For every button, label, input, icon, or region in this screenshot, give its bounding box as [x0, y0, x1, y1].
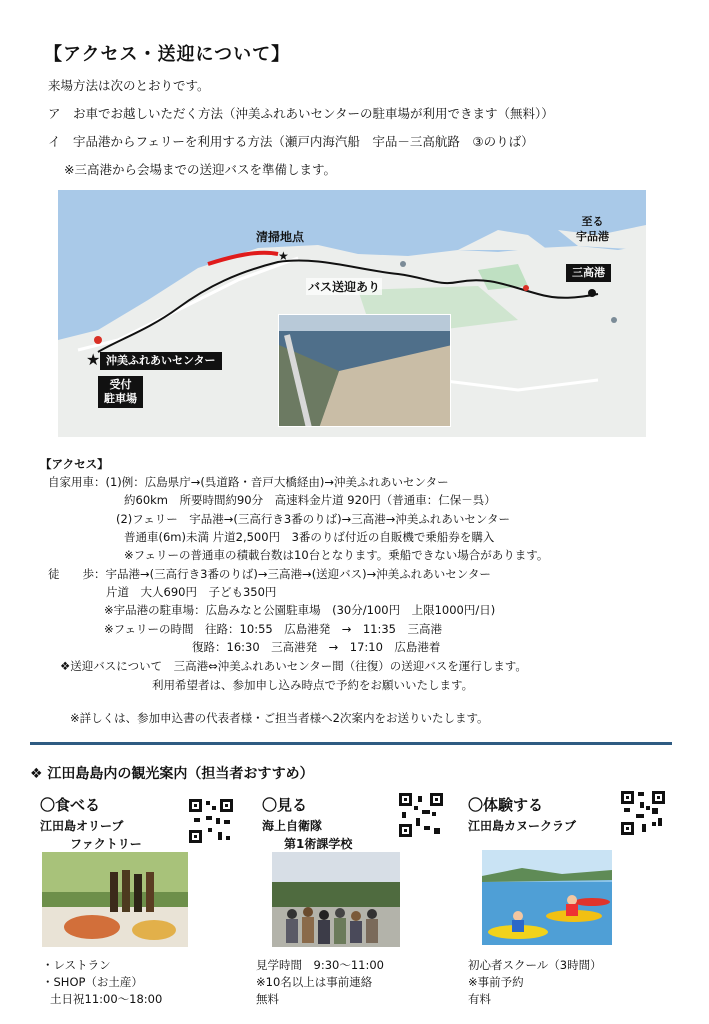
access-line: 利用希望者は、参加申し込み時点で予約をお願いいたします。 — [152, 678, 474, 692]
access-line: 徒 歩：宇品港→(三高行き3番のりば)→三高港→(送迎バス)→沖美ふれあいセンター — [48, 567, 491, 581]
option-i-text: イ 宇品港からフェリーを利用する方法（瀬戸内海汽船 宇品－三高航路 ③のりば） — [48, 134, 534, 149]
access-line: 約60km 所要時間約90分 高速料金片道 920円（普通車：仁保－呉） — [124, 493, 496, 507]
spot-desc: 無料 — [256, 992, 279, 1006]
access-line: ※フェリーの普通車の積載台数は10台となります。乗船できない場合があります。 — [124, 548, 549, 562]
access-line: 片道 大人690円 子ども350円 — [106, 585, 277, 599]
bus-label: バス送迎あり — [308, 280, 381, 294]
access-line: ※詳しくは、参加申込書の代表者様・ご担当者様へ2次案内をお送りいたします。 — [70, 711, 489, 725]
shuttle-note: ※三高港から会場までの送迎バスを準備します。 — [64, 162, 336, 177]
jmsdf-school-photo — [272, 852, 400, 947]
tourism-title: ❖ 江田島島内の観光案内（担当者おすすめ） — [30, 766, 314, 782]
place-marker-icon — [523, 285, 529, 291]
port-dot-icon — [588, 289, 596, 297]
access-line: (2)フェリー 宇品港→(三高行き3番のりば)→三高港→沖美ふれあいセンター — [116, 512, 510, 526]
intro-text: 来場方法は次のとおりです。 — [48, 78, 210, 93]
center-star-icon: ★ — [86, 350, 101, 369]
spot-desc: 有料 — [468, 992, 491, 1006]
beach-photo-graphic — [279, 315, 451, 427]
qr-code-icon[interactable] — [398, 792, 444, 838]
spot-desc: ※10名以上は事前連絡 — [256, 975, 373, 989]
spot-desc: ※事前予約 — [468, 975, 524, 989]
destination-label: 至る 宇品港 — [576, 215, 609, 243]
place-marker-icon — [611, 317, 617, 323]
category-eat: 〇食べる — [40, 796, 101, 814]
page-title: 【アクセス・送迎について】 — [44, 44, 291, 65]
spot-name: ファクトリー — [70, 837, 142, 851]
cleanup-label: 清掃地点 — [256, 230, 305, 244]
access-line: ※フェリーの時間 往路：10:55 広島港発 → 11:35 三高港 — [104, 622, 442, 636]
olive-factory-photo — [42, 852, 188, 947]
access-line: ❖送迎バスについて 三高港⇔沖美ふれあいセンター間（往復）の送迎バスを運行します。 — [60, 659, 527, 673]
category-experience: 〇体験する — [468, 796, 544, 814]
qr-code-icon[interactable] — [620, 790, 666, 836]
canoe-club-photo — [482, 850, 612, 945]
spot-name: 海上自衛隊 — [262, 819, 323, 833]
section-divider — [30, 742, 672, 745]
qr-code-icon[interactable] — [188, 798, 234, 844]
parking-label: 受付 駐車場 — [98, 376, 143, 408]
access-line: 普通車(6m)未満 片道2,500円 3番のりば付近の自販機で乗船券を購入 — [124, 530, 495, 544]
spot-desc: 見学時間 9:30～11:00 — [256, 958, 384, 972]
access-heading: 【アクセス】 — [40, 457, 109, 471]
place-marker-icon — [400, 261, 406, 267]
spot-desc: ・レストラン — [42, 958, 111, 972]
port-label: 三高港 — [566, 264, 611, 282]
access-line: 復路：16:30 三高港発 → 17:10 広島港着 — [192, 640, 441, 654]
spot-desc: 初心者スクール（3時間） — [468, 958, 602, 972]
cleanup-star-icon: ★ — [278, 249, 289, 263]
spot-name: 江田島カヌークラブ — [468, 819, 577, 833]
category-see: 〇見る — [262, 796, 308, 814]
option-a-text: ア お車でお越しいただく方法（沖美ふれあいセンターの駐車場が利用できます（無料）） — [48, 106, 554, 121]
spot-name: 第1術課学校 — [284, 837, 353, 851]
center-label: 沖美ふれあいセンター — [100, 352, 222, 370]
spot-desc: 土日祝11:00～18:00 — [50, 992, 163, 1006]
beach-photo — [278, 314, 451, 427]
map-pin-icon — [94, 336, 102, 344]
spot-name: 江田島オリーブ — [40, 819, 124, 833]
access-line: ※宇品港の駐車場：広島みなと公園駐車場 (30分/100円 上限1000円/日) — [104, 603, 496, 617]
spot-desc: ・SHOP（お土産） — [42, 975, 143, 989]
access-line: 自家用車：(1)例：広島県庁→(呉道路・音戸大橋経由)→沖美ふれあいセンター — [48, 475, 449, 489]
